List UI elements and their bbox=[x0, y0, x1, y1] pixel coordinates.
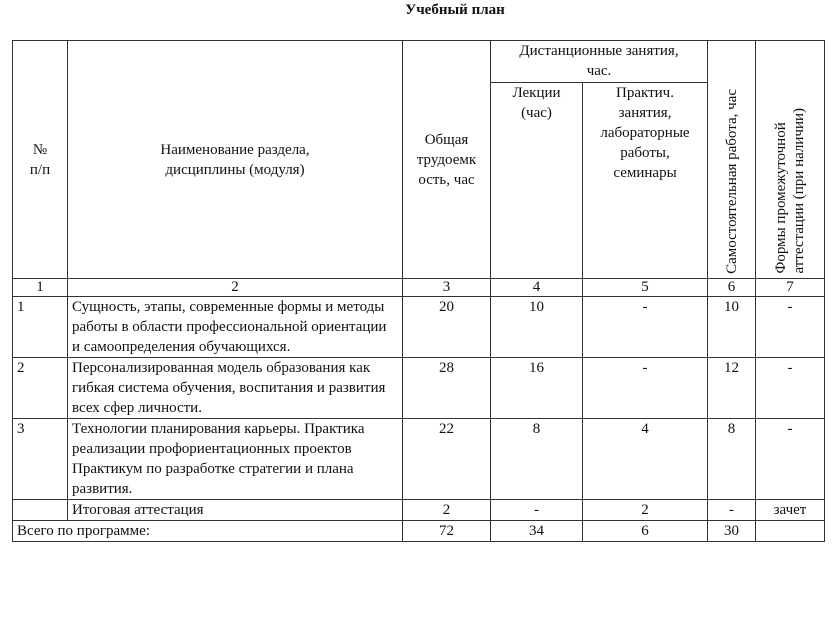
curriculum-table bbox=[12, 40, 825, 542]
totals-label: Всего по программе: bbox=[13, 521, 403, 542]
header-attestation-forms-cell bbox=[756, 41, 825, 279]
row-self-work: 12 bbox=[708, 358, 756, 419]
row-lectures: 8 bbox=[491, 419, 583, 500]
totals-practical: 6 bbox=[583, 521, 708, 542]
header-practical: Практич. занятия, лабораторные работы, семинары bbox=[583, 83, 708, 279]
document-title: Учебный план bbox=[405, 2, 505, 18]
header-section-name: Наименование раздела, дисциплины (модуля) bbox=[68, 41, 403, 279]
column-number: 4 bbox=[491, 279, 583, 297]
header-self-work-cell bbox=[708, 41, 756, 279]
column-number: 1 bbox=[13, 279, 68, 297]
row-practical: 2 bbox=[583, 500, 708, 521]
totals-self-work: 30 bbox=[708, 521, 756, 542]
row-attestation-form: зачет bbox=[756, 500, 825, 521]
row-number: 2 bbox=[13, 358, 68, 419]
header-self-work: Самостоятельная работа, час bbox=[723, 89, 740, 274]
row-number bbox=[13, 500, 68, 521]
final-attestation-row bbox=[13, 500, 825, 521]
column-number: 7 bbox=[756, 279, 825, 297]
row-lectures: 10 bbox=[491, 297, 583, 358]
row-self-work: 10 bbox=[708, 297, 756, 358]
row-practical: - bbox=[583, 297, 708, 358]
row-section-name: Итоговая аттестация bbox=[68, 500, 403, 521]
row-number: 1 bbox=[13, 297, 68, 358]
row-total-hours: 22 bbox=[403, 419, 491, 500]
totals-lectures: 34 bbox=[491, 521, 583, 542]
row-section-name: Сущность, этапы, современные формы и методы работы в области профессиональной ориентации и самоопределения обучающихся. bbox=[68, 297, 403, 358]
header-number: № п/п bbox=[13, 41, 68, 279]
header-total-hours: Общая трудоемк ость, час bbox=[403, 41, 491, 279]
row-self-work: - bbox=[708, 500, 756, 521]
row-section-name: Технологии планирования карьеры. Практика реализации профориентационных проектов Практикум по разработке стратегии и плана развития. bbox=[68, 419, 403, 500]
row-total-hours: 20 bbox=[403, 297, 491, 358]
row-lectures: 16 bbox=[491, 358, 583, 419]
column-number: 6 bbox=[708, 279, 756, 297]
row-practical: - bbox=[583, 358, 708, 419]
header-row-top bbox=[13, 41, 825, 83]
column-number: 3 bbox=[403, 279, 491, 297]
header-distance-classes: Дистанционные занятия, час. bbox=[491, 41, 708, 83]
totals-total-hours: 72 bbox=[403, 521, 491, 542]
row-lectures: - bbox=[491, 500, 583, 521]
header-lectures: Лекции (час) bbox=[491, 83, 583, 279]
table-row bbox=[13, 358, 825, 419]
totals-attestation-form bbox=[756, 521, 825, 542]
row-self-work: 8 bbox=[708, 419, 756, 500]
row-number: 3 bbox=[13, 419, 68, 500]
row-total-hours: 28 bbox=[403, 358, 491, 419]
row-practical: 4 bbox=[583, 419, 708, 500]
row-attestation-form: - bbox=[756, 419, 825, 500]
totals-row bbox=[13, 521, 825, 542]
header-attestation-forms: Формы промежуточной аттестации (при наличии) bbox=[773, 108, 807, 274]
row-section-name: Персонализированная модель образования как гибкая система обучения, воспитания и развития всех сфер личности. bbox=[68, 358, 403, 419]
table-row bbox=[13, 419, 825, 500]
row-attestation-form: - bbox=[756, 297, 825, 358]
column-number: 5 bbox=[583, 279, 708, 297]
table-row bbox=[13, 297, 825, 358]
column-number-row bbox=[13, 279, 825, 297]
row-attestation-form: - bbox=[756, 358, 825, 419]
column-number: 2 bbox=[68, 279, 403, 297]
row-total-hours: 2 bbox=[403, 500, 491, 521]
